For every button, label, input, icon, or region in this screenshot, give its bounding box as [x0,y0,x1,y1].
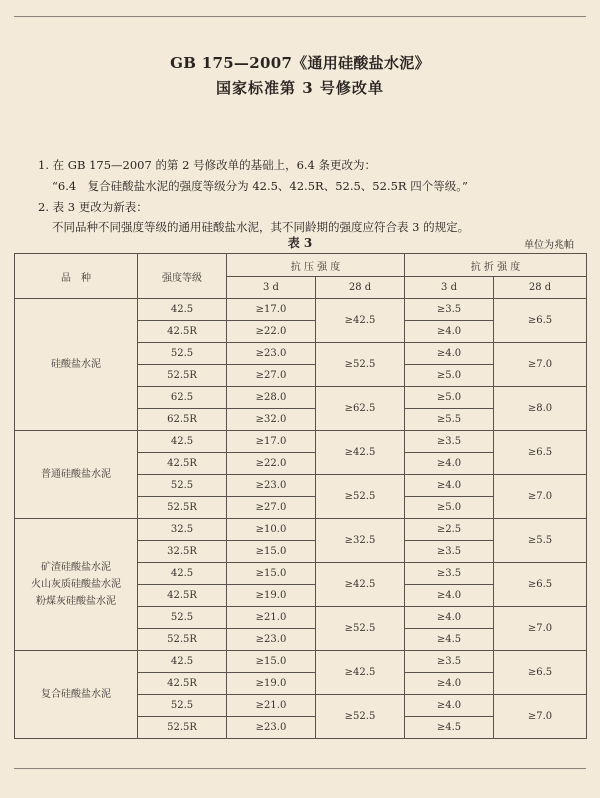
flexural-28d-cell: ≥7.0 [494,695,587,739]
table-row [15,431,587,453]
variety-cell [15,651,138,739]
compressive-3d-cell: ≥10.0 [227,519,316,541]
compressive-3d-cell: ≥27.0 [227,365,316,387]
compressive-28d-cell: ≥42.5 [316,299,405,343]
grade-cell: 42.5R [138,321,227,343]
header-compressive-28d: 28 d [316,277,405,299]
compressive-3d-cell: ≥22.0 [227,321,316,343]
compressive-28d-cell: ≥62.5 [316,387,405,431]
grade-cell: 52.5 [138,343,227,365]
compressive-3d-cell: ≥17.0 [227,431,316,453]
flexural-3d-cell: ≥3.5 [405,431,494,453]
flexural-28d-cell: ≥6.5 [494,651,587,695]
flexural-3d-cell: ≥2.5 [405,519,494,541]
compressive-3d-cell: ≥23.0 [227,717,316,739]
grade-cell: 32.5 [138,519,227,541]
flexural-3d-cell: ≥4.0 [405,695,494,717]
compressive-28d-cell: ≥52.5 [316,475,405,519]
compressive-28d-cell: ≥42.5 [316,431,405,475]
strength-table [14,253,587,739]
variety-cell [15,431,138,519]
grade-cell: 62.5R [138,409,227,431]
table-row [15,651,587,673]
compressive-28d-cell: ≥52.5 [316,343,405,387]
grade-cell: 42.5 [138,431,227,453]
compressive-28d-cell: ≥42.5 [316,651,405,695]
variety-name: 复合硅酸盐水泥 [41,689,111,700]
variety-name: 硅酸盐水泥 [51,359,101,370]
grade-cell: 62.5 [138,387,227,409]
grade-cell: 42.5R [138,585,227,607]
grade-cell: 52.5 [138,475,227,497]
flexural-3d-cell: ≥3.5 [405,651,494,673]
header-compressive: 抗 压 强 度 [227,254,405,277]
flexural-3d-cell: ≥4.0 [405,453,494,475]
variety-name: 火山灰质硅酸盐水泥 [31,579,121,590]
variety-name: 粉煤灰硅酸盐水泥 [36,596,116,607]
flexural-3d-cell: ≥4.0 [405,585,494,607]
flexural-28d-cell: ≥6.5 [494,431,587,475]
compressive-28d-cell: ≥42.5 [316,563,405,607]
table-caption: 表 3 [287,236,313,250]
grade-cell: 42.5R [138,673,227,695]
variety-name: 矿渣硅酸盐水泥 [41,562,111,573]
header-flexural: 抗 折 强 度 [405,254,587,277]
flexural-3d-cell: ≥3.5 [405,541,494,563]
document-subtitle: 国家标准第 3 号修改单 [216,79,384,97]
compressive-3d-cell: ≥19.0 [227,673,316,695]
amendment-item-2: 2. 表 3 更改为新表： [38,200,148,214]
compressive-3d-cell: ≥21.0 [227,607,316,629]
header-compressive-3d: 3 d [227,277,316,299]
amendment-item-1-quote: “6.4 复合硅酸盐水泥的强度等级分为 42.5、42.5R、52.5、52.5R 四个等级。” [52,179,468,193]
grade-cell: 52.5R [138,497,227,519]
compressive-28d-cell: ≥52.5 [316,695,405,739]
table-row [15,519,587,541]
compressive-3d-cell: ≥15.0 [227,651,316,673]
compressive-3d-cell: ≥17.0 [227,299,316,321]
compressive-3d-cell: ≥27.0 [227,497,316,519]
compressive-3d-cell: ≥23.0 [227,629,316,651]
grade-cell: 52.5R [138,365,227,387]
grade-cell: 42.5R [138,453,227,475]
variety-cell [15,299,138,431]
top-rule [14,16,586,17]
compressive-3d-cell: ≥15.0 [227,541,316,563]
compressive-3d-cell: ≥23.0 [227,343,316,365]
flexural-3d-cell: ≥4.0 [405,321,494,343]
grade-cell: 32.5R [138,541,227,563]
compressive-3d-cell: ≥15.0 [227,563,316,585]
flexural-3d-cell: ≥5.0 [405,365,494,387]
header-flexural-3d: 3 d [405,277,494,299]
header-variety: 品 种 [15,254,138,299]
amendment-item-2-description: 不同品种不同强度等级的通用硅酸盐水泥，其不同龄期的强度应符合表 3 的规定。 [52,220,470,234]
grade-cell: 52.5 [138,695,227,717]
flexural-3d-cell: ≥5.0 [405,387,494,409]
flexural-3d-cell: ≥3.5 [405,563,494,585]
flexural-28d-cell: ≥7.0 [494,475,587,519]
grade-cell: 42.5 [138,651,227,673]
grade-cell: 42.5 [138,563,227,585]
header-grade: 强度等级 [138,254,227,299]
flexural-3d-cell: ≥5.0 [405,497,494,519]
grade-cell: 42.5 [138,299,227,321]
compressive-3d-cell: ≥23.0 [227,475,316,497]
variety-cell [15,519,138,651]
flexural-3d-cell: ≥4.0 [405,673,494,695]
amendment-item-1: 1. 在 GB 175—2007 的第 2 号修改单的基础上，6.4 条更改为： [38,158,377,172]
flexural-3d-cell: ≥4.5 [405,717,494,739]
flexural-3d-cell: ≥3.5 [405,299,494,321]
flexural-3d-cell: ≥4.5 [405,629,494,651]
flexural-3d-cell: ≥4.0 [405,343,494,365]
grade-cell: 52.5 [138,607,227,629]
bottom-rule [14,768,586,769]
compressive-3d-cell: ≥22.0 [227,453,316,475]
compressive-3d-cell: ≥28.0 [227,387,316,409]
flexural-28d-cell: ≥7.0 [494,343,587,387]
table-unit: 单位为兆帕 [524,240,574,251]
compressive-3d-cell: ≥32.0 [227,409,316,431]
flexural-28d-cell: ≥8.0 [494,387,587,431]
flexural-3d-cell: ≥4.0 [405,475,494,497]
flexural-28d-cell: ≥7.0 [494,607,587,651]
compressive-3d-cell: ≥19.0 [227,585,316,607]
grade-cell: 52.5R [138,629,227,651]
table-row [15,299,587,321]
flexural-28d-cell: ≥6.5 [494,299,587,343]
header-flexural-28d: 28 d [494,277,587,299]
compressive-3d-cell: ≥21.0 [227,695,316,717]
compressive-28d-cell: ≥32.5 [316,519,405,563]
document-title: GB 175—2007《通用硅酸盐水泥》 [170,54,430,72]
grade-cell: 52.5R [138,717,227,739]
flexural-28d-cell: ≥5.5 [494,519,587,563]
compressive-28d-cell: ≥52.5 [316,607,405,651]
flexural-3d-cell: ≥5.5 [405,409,494,431]
flexural-28d-cell: ≥6.5 [494,563,587,607]
flexural-3d-cell: ≥4.0 [405,607,494,629]
variety-name: 普通硅酸盐水泥 [41,469,111,480]
